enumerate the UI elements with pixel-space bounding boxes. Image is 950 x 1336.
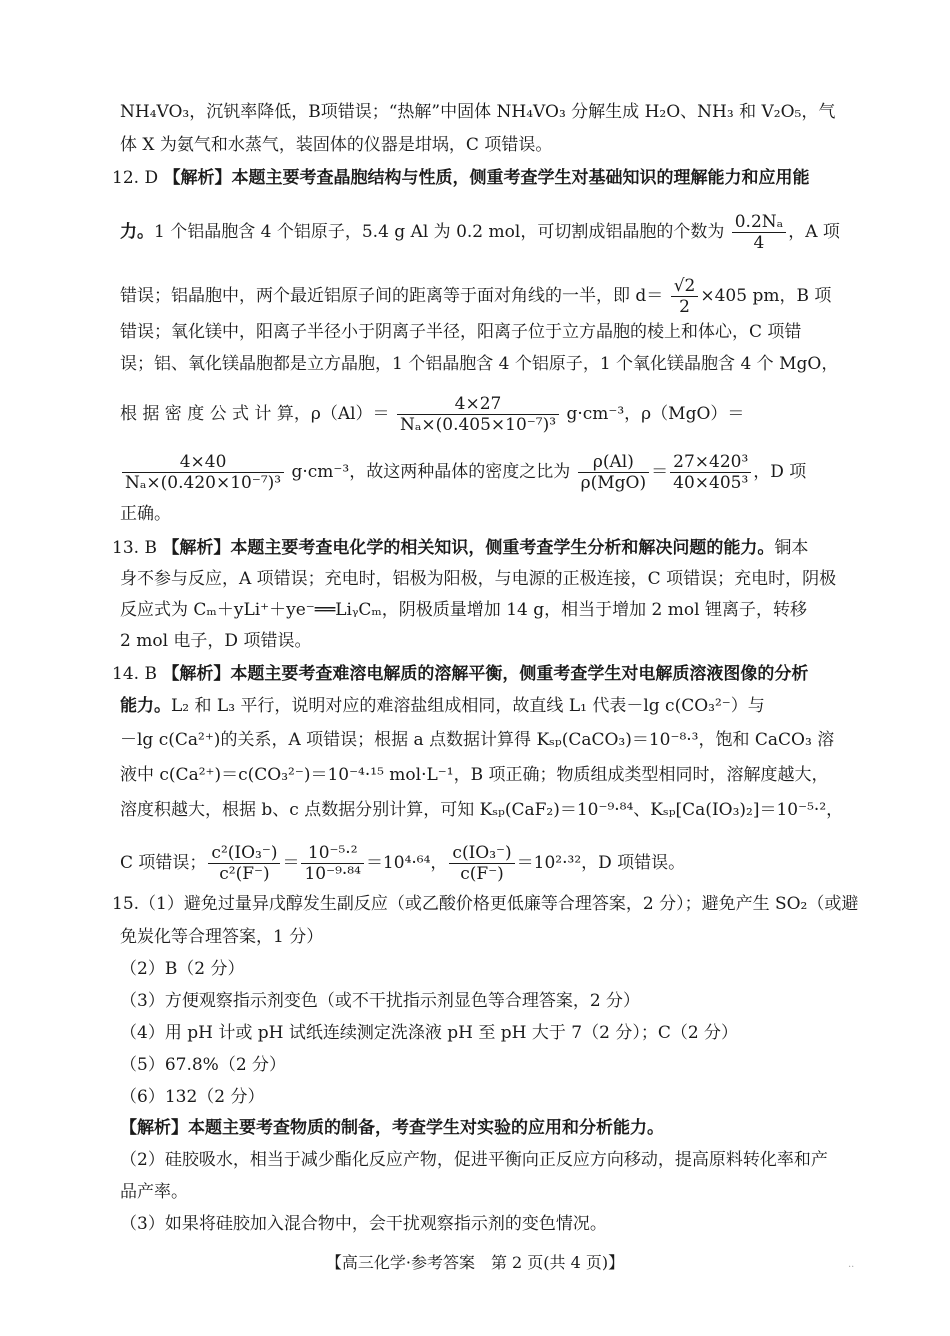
fraction — [397, 394, 559, 435]
text-line: （4）用 pH 计或 pH 试纸连续测定洗涤液 pH 至 pH 大于 7（2 分）；C（2 分） — [120, 1023, 739, 1043]
text-line — [120, 212, 840, 253]
text-line: （2）B（2 分） — [120, 959, 245, 979]
text-line: （3）如果将硅胶加入混合物中，会干扰观察指示剂的变色情况。 — [120, 1214, 607, 1234]
text: 根 据 密 度 公 式 计 算，ρ（Al）＝ — [120, 404, 390, 424]
numerator: c(IO₃⁻) — [449, 843, 514, 864]
question-number: 13. B — [112, 538, 157, 558]
fraction — [732, 212, 786, 253]
analysis-heading: 【解析】本题主要考查电化学的相关知识，侧重考查学生分析和解决问题的能力。 — [162, 538, 775, 558]
denominator: 4 — [753, 233, 765, 253]
denominator: ρ(MgO) — [580, 473, 647, 493]
text-line: 误；铝、氧化镁晶胞都是立方晶胞，1 个铝晶胞含 4 个铝原子，1 个氧化镁晶胞含 4 个 MgO， — [120, 354, 839, 374]
question-14 — [112, 662, 808, 686]
text-line: 身不参与反应，A 项错误；充电时，铝极为阳极，与电源的正极连接，C 项错误；充电时，阴极 — [120, 569, 837, 589]
text: ，A 项 — [788, 222, 840, 242]
bold-text: 能力。 — [120, 696, 171, 716]
numerator: ρ(Al) — [578, 452, 650, 473]
question-12 — [112, 166, 809, 190]
text-line — [120, 452, 806, 493]
text: 错误；铝晶胞中，两个最近铝原子间的距离等于面对角线的一半，即 d＝ — [120, 286, 664, 306]
text-line: 品产率。 — [120, 1182, 188, 1202]
denominator: c(F⁻) — [460, 864, 504, 884]
text: ，D 项 — [753, 462, 807, 482]
fraction — [301, 843, 363, 884]
fraction — [449, 843, 514, 884]
bold-text: 力。 — [120, 222, 154, 242]
denominator: 10⁻⁹·⁸⁴ — [304, 864, 361, 884]
page-footer: 【高三化学·参考答案 第 2 页(共 4 页)】 — [325, 1253, 625, 1272]
text: ＝10⁴·⁶⁴， — [365, 853, 448, 873]
text-line: 溶度积越大，根据 b、c 点数据分别计算，可知 Kₛₚ(CaF₂)＝10⁻⁹·⁸⁴、Kₛₚ[Ca(IO₃)₂]＝10⁻⁵·²， — [120, 800, 844, 820]
text-line: （6）132（2 分） — [120, 1087, 265, 1107]
question-13 — [112, 536, 808, 560]
analysis-heading: 【解析】本题主要考查难溶电解质的溶解平衡，侧重考查学生对电解质溶液图像的分析 — [162, 664, 809, 684]
text: ＝ — [282, 853, 300, 873]
text-line: （5）67.8%（2 分） — [120, 1055, 287, 1075]
denominator: Nₐ×(0.420×10⁻⁷)³ — [125, 473, 282, 493]
denominator: 2 — [679, 297, 690, 317]
analysis-heading: 【解析】本题主要考查晶胞结构与性质，侧重考查学生对基础知识的理解能力和应用能 — [163, 168, 810, 188]
fraction — [578, 452, 650, 493]
decorative-dots: ·· — [848, 1262, 855, 1273]
fraction — [671, 276, 699, 317]
question-15: 15.（1）避免过量异戊醇发生副反应（或乙酸价格更低廉等合理答案，2 分）；避免产生 SO₂（或避 — [112, 894, 859, 914]
fraction — [122, 452, 284, 493]
text: L₂ 和 L₃ 平行，说明对应的难溶盐组成相同，故直线 L₁ 代表－lg c(CO₃²⁻）与 — [171, 696, 765, 716]
numerator: 4×40 — [122, 452, 284, 473]
text-line — [120, 843, 685, 884]
numerator: 10⁻⁵·² — [301, 843, 363, 864]
denominator: Nₐ×(0.405×10⁻⁷)³ — [399, 415, 557, 435]
text: 铜本 — [774, 538, 809, 558]
text: g·cm⁻³，故这两种晶体的密度之比为 — [291, 462, 571, 482]
numerator: 0.2Nₐ — [732, 212, 786, 233]
text: g·cm⁻³，ρ（MgO）＝ — [566, 404, 745, 424]
text-line: 正确。 — [120, 504, 171, 524]
text-line: 2 mol 电子，D 项错误。 — [120, 631, 312, 651]
fraction — [670, 452, 751, 493]
denominator: 40×405³ — [673, 473, 749, 493]
numerator: √2 — [671, 276, 699, 297]
text: ×405 pm，B 项 — [700, 286, 832, 306]
question-number: 12. D — [112, 168, 159, 188]
text-line — [120, 394, 744, 435]
numerator: c²(IO₃⁻) — [208, 843, 280, 864]
text-line: 反应式为 Cₘ＋yLi⁺＋ye⁻══LiᵧCₘ，阴极质量增加 14 g，相当于增加 2 mol 锂离子，转移 — [120, 600, 807, 620]
text-line: （2）硅胶吸水，相当于减少酯化反应产物，促进平衡向正反应方向移动，提高原料转化率和产 — [120, 1150, 828, 1170]
text: ＝10²·³²，D 项错误。 — [516, 853, 686, 873]
question-number: 14. B — [112, 664, 157, 684]
text-line: 液中 c(Ca²⁺)＝c(CO₃²⁻)＝10⁻⁴·¹⁵ mol·L⁻¹，B 项正确；物质组成类型相同时，溶解度越大， — [120, 765, 829, 785]
text-line: 错误；氧化镁中，阳离子半径小于阴离子半径，阳离子位于立方晶胞的棱上和体心，C 项错 — [120, 322, 802, 342]
fraction — [208, 843, 280, 884]
denominator: c²(F⁻) — [219, 864, 270, 884]
analysis-heading: 【解析】本题主要考查物质的制备，考查学生对实验的应用和分析能力。 — [120, 1118, 664, 1138]
text-line — [120, 694, 765, 718]
text-line: 体 X 为氨气和水蒸气，装固体的仪器是坩埚，C 项错误。 — [120, 135, 553, 155]
text-line: 免炭化等合理答案，1 分） — [120, 927, 324, 947]
numerator: 4×27 — [397, 394, 559, 415]
text-line: －lg c(Ca²⁺)的关系，A 项错误；根据 a 点数据计算得 Kₛₚ(CaCO₃)＝10⁻⁸·³，饱和 CaCO₃ 溶 — [120, 730, 835, 750]
text-line: （3）方便观察指示剂变色（或不干扰指示剂显色等合理答案，2 分） — [120, 991, 641, 1011]
text: C 项错误； — [120, 853, 207, 873]
text-line — [120, 276, 831, 317]
text: ＝ — [651, 462, 669, 482]
text-line: NH₄VO₃，沉钒率降低，B项错误；“热解”中固体 NH₄VO₃ 分解生成 H₂O、NH₃ 和 V₂O₅，气 — [120, 102, 836, 122]
text: 1 个铝晶胞含 4 个铝原子，5.4 g Al 为 0.2 mol，可切割成铝晶胞的个数为 — [154, 222, 725, 242]
numerator: 27×420³ — [670, 452, 751, 473]
